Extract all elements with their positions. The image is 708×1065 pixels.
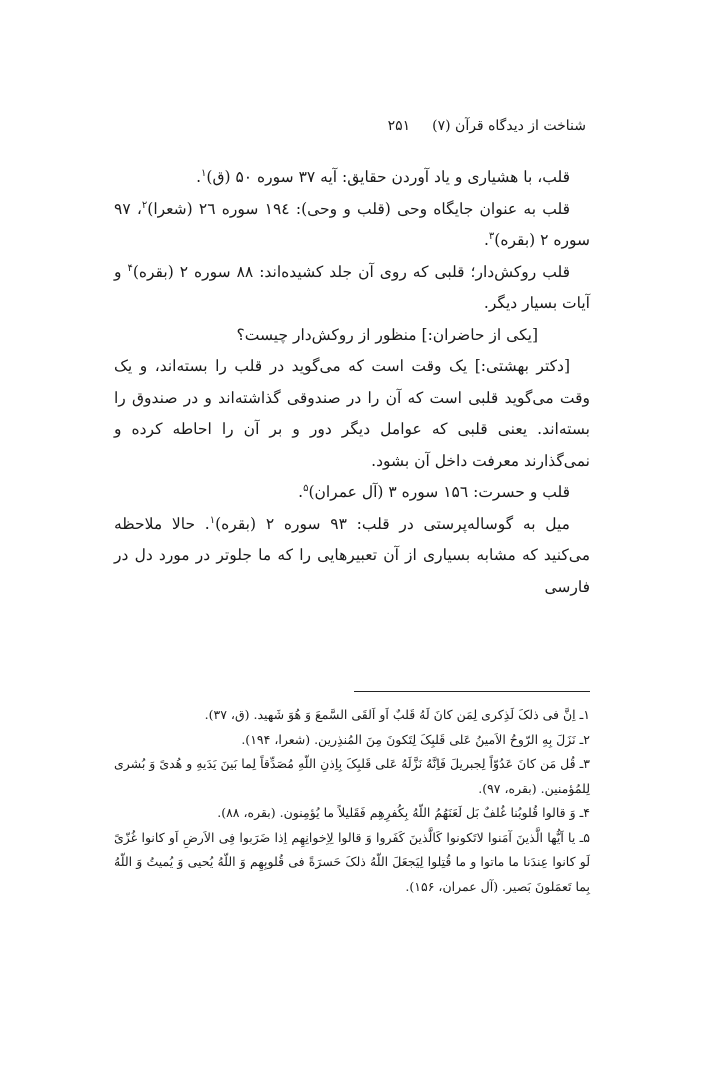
- footnote-4: ۴ـ وَ قالوا قُلوبُنا غُلفٌ بَل لَعَنَهُمُ اللّهُ بِکُفرِهِم فَقَلیلاً ما یُؤمِنون. (بقره، ۸۸).: [217, 805, 590, 820]
- footnote-divider: [354, 691, 590, 692]
- p7-text-2: . حالا ملاحظه می‌کنید که مشابه بسیاری از آن تعبیرهایی را که ما جلوتر در مورد دل در فارسی: [114, 514, 590, 596]
- running-title: شناخت از دیدگاه قرآن (۷): [432, 118, 586, 134]
- footnote-ref-6: ۱: [209, 514, 216, 526]
- p1-text: قلب، با هشیاری و یاد آوردن حقایق: آیه ۳۷ سوره ۵۰ (ق): [206, 168, 570, 186]
- paragraph-6: قلب و حسرت: ۱۵٦ سوره ۳ (آل عمران)$^۵$.: [298, 482, 570, 501]
- paragraph-7: [114, 509, 590, 604]
- paragraph-2: قلب به عنوان جایگاه وحی (قلب و وحی): ۱۹٤ سوره ۲٦ (شعرا)$^۲$، ۹۷ سوره ۲ (بقره)$^۳$.: [114, 199, 590, 249]
- footnote-ref-3: ۳: [488, 230, 495, 242]
- p7-text: میل به گوساله‌پرستی در قلب: ۹۳ سوره ۲ (بقره): [215, 514, 570, 533]
- footnote-2: ۲ـ نَزَلَ بِهِ الرّوحُ الاَمینُ عَلی قَلبِکَ لِتَکونَ مِنَ المُنذِرین. (شعرا، ۱۹۴).: [241, 731, 590, 747]
- paragraph-1: قلب، با هشیاری و یاد آوردن حقایق: آیه ۳۷ سوره ۵۰ (ق)$^۱$.: [196, 167, 570, 186]
- p3-text-2: و آیات بسیار دیگر.: [114, 262, 590, 312]
- page-number: ۲۵۱: [387, 118, 411, 134]
- paragraph-3: [114, 257, 590, 320]
- body-text: [114, 162, 590, 603]
- footnote-ref-5: ۵: [303, 482, 309, 494]
- footnote-ref-2: ۲: [141, 199, 148, 211]
- footnotes: [114, 703, 590, 899]
- footnote-ref-4: ۴: [127, 262, 133, 274]
- p3-text: قلب روکش‌دار؛ قلبی که روی آن جلد کشیده‌اند: ۸۸ سوره ۲ (بقره): [132, 262, 570, 281]
- running-header: [118, 118, 586, 134]
- footnote-3: ۳ـ قُل مَن کانَ عَدُوّاً لِجبریلَ فَاِنَّهُ نَزَّلَهُ عَلی قَلبِکَ بِاِذنِ اللّهِ مُصَدِّقاً لِما بَینَ یَدَیهِ و هُدیً وَ بُشری لِلمُؤمنین. (بقره، ۹۷).: [114, 756, 590, 796]
- p2-text: قلب به عنوان جایگاه وحی (قلب و وحی): ۱۹٤ سوره ۲٦ (شعرا): [147, 199, 570, 218]
- p2-text-2: ، ۹۷ سوره ۲ (بقره): [114, 199, 590, 249]
- footnote-ref-1: ۱: [201, 167, 207, 179]
- footnote-1: ۱ـ اِنَّ فی ذلکَ لَذِکری لِمَن کانَ لَهُ قَلبٌ اَو اَلقَی السَّمعَ وَ هُوَ شَهید. (ق، ۳۷).: [204, 707, 590, 722]
- footnote-5: ۵ـ یا اَیُّها الَّذینَ آمَنوا لاتَکونوا کَالَّذینَ کَفَروا وَ قالوا لِاِخوانِهِم اِذا ضَرَبوا فِی الاَرضِ اَو کانوا غُزّیً لَو کانوا عِندَنا ما ماتوا و ما قُتِلوا لِیَجعَلَ اللّهُ ذلکَ حَسرَةً فی قُلوبِهِم وَ اللّهُ یُحیی وَ یُمیتُ وَ اللّهُ بِما تَعمَلونَ بَصیر. (آل عمران، ۱۵۶).: [114, 829, 590, 894]
- paragraph-5: [دکتر بهشتی:] یک وقت است که می‌گوید در قلب را بسته‌اند، و یک وقت می‌گوید قلبی است که آن را در صندوقی گذاشته‌اند و در صندوق را بسته‌اند. یعنی قلبی که عوامل دیگر دور و بر آن را احاطه کرده و نمی‌گذارند معرفت داخل آن بشود.: [114, 357, 590, 470]
- p6-text: قلب و حسرت: ۱۵٦ سوره ۳ (آل عمران): [308, 483, 570, 501]
- paragraph-4: [یکی از حاضران:] منظور از روکش‌دار چیست؟: [236, 325, 538, 344]
